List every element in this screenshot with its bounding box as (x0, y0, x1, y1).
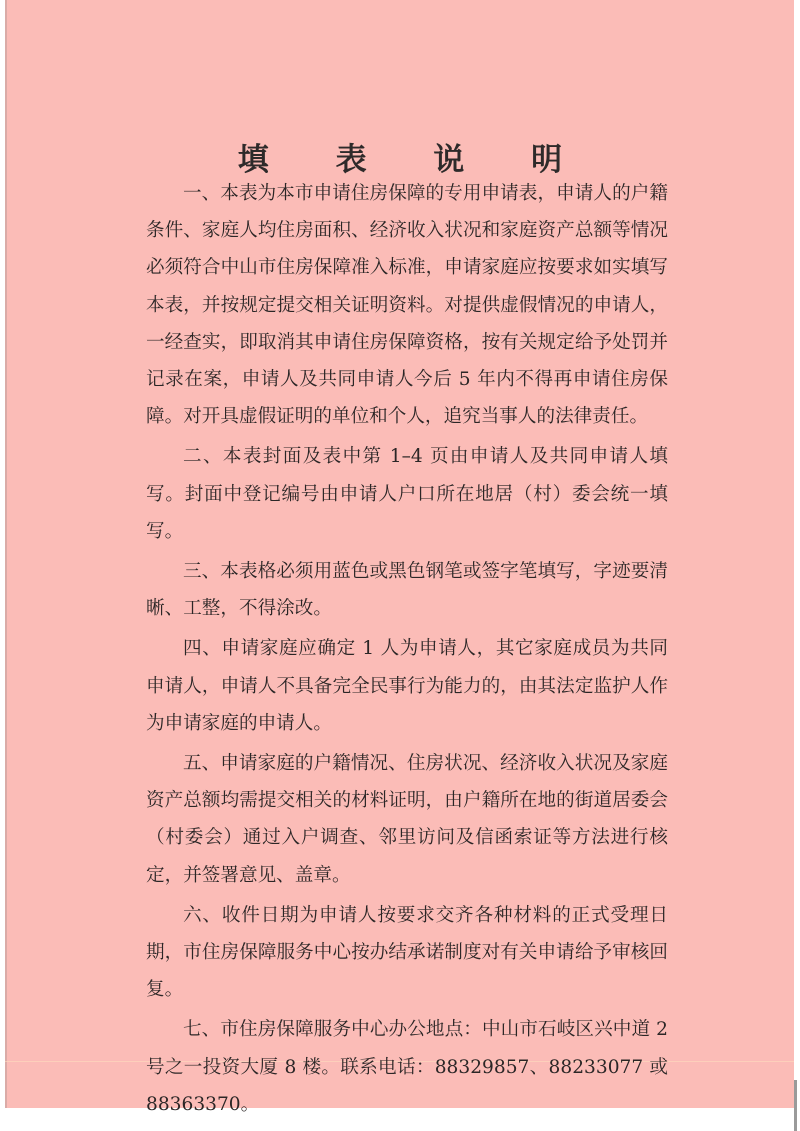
instruction-paragraph-1: 一、本表为本市申请住房保障的专用申请表，申请人的户籍条件、家庭人均住房面积、经济收入状况和家庭资产总额等情况必须符合中山市住房保障准入标准，申请家庭应按要求如实填写本表，并按规定提交相关证明资料。对提供虚假情况的申请人，一经查实，即取消其申请住房保障资格，按有关规定给予处罚并记录在案，申请人及共同申请人今后 5 年内不得再申请住房保障。对开具虚假证明的单位和个人，追究当事人的法律责任。 (146, 183, 668, 428)
instruction-paragraph-7: 七、市住房保障服务中心办公地点：中山市石岐区兴中道 2 号之一投资大厦 8 楼。联系电话：88329857、88233077 或 88363370。 (146, 1019, 668, 1115)
instructions-body (146, 175, 668, 1126)
instruction-paragraph-4: 四、申请家庭应确定 1 人为申请人，其它家庭成员为共同申请人，申请人不具备完全民事行为能力的，由其法定监护人作为申请家庭的申请人。 (146, 638, 668, 734)
instruction-paragraph-3: 三、本表格必须用蓝色或黑色钢笔或签字笔填写，字迹要清晰、工整，不得涂改。 (146, 561, 668, 620)
instruction-paragraph-6: 六、收件日期为申请人按要求交齐各种材料的正式受理日期，市住房保障服务中心按办结承诺制度对有关申请给予审核回复。 (146, 904, 668, 1001)
instruction-paragraph-5: 五、申请家庭的户籍情况、住房状况、经济收入状况及家庭资产总额均需提交相关的材料证明，由户籍所在地的街道居委会（村委会）通过入户调查、邻里访问及信函索证等方法进行核定，并签署意见、盖章。 (146, 753, 668, 886)
page-title: 填 表 说 明 (237, 141, 591, 178)
scan-edge-shadow (794, 1080, 797, 1131)
instruction-paragraph-2: 二、本表封面及表中第 1–4 页由申请人及共同申请人填写。封面中登记编号由申请人户口所在地居（村）委会统一填写。 (146, 446, 668, 542)
